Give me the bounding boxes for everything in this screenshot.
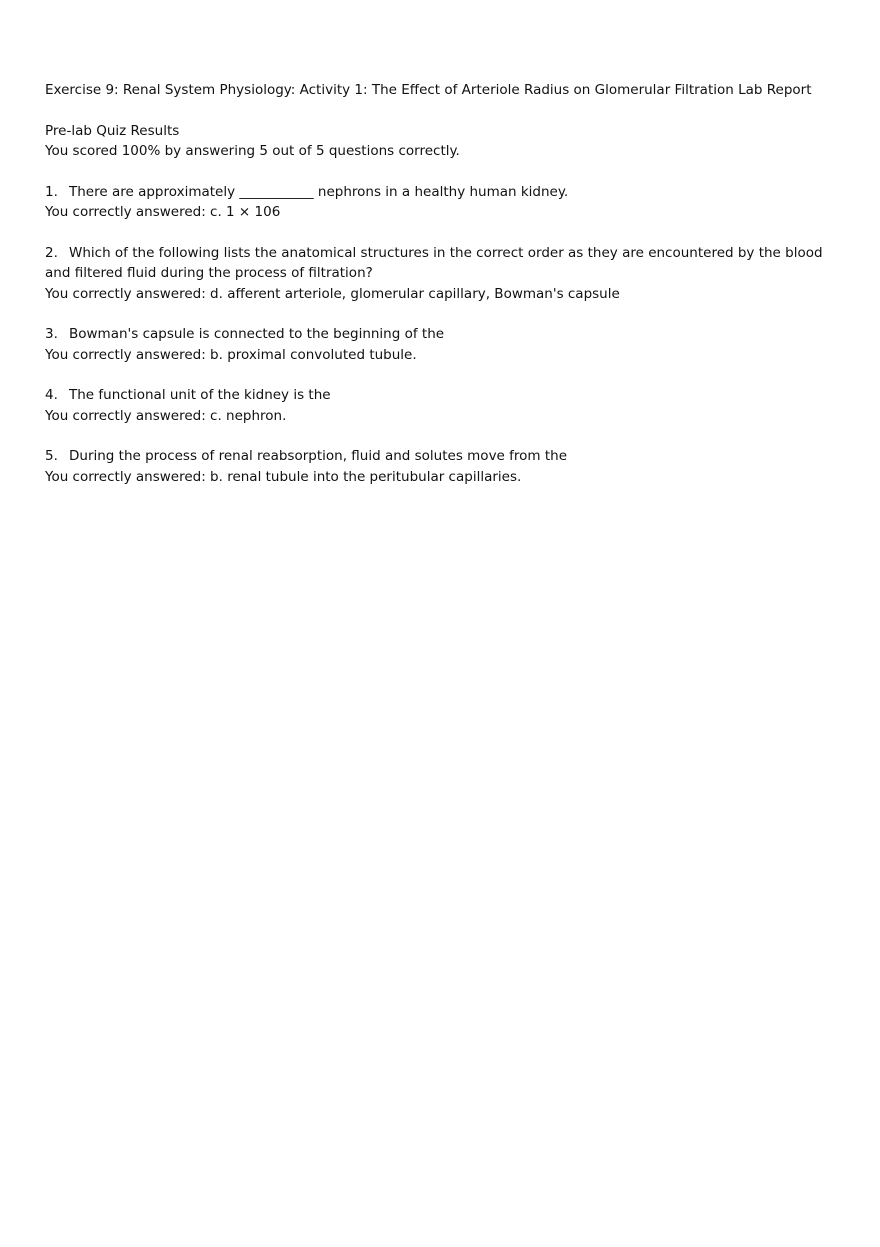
question-number: 1.: [45, 183, 58, 200]
question-answer: You correctly answered: d. afferent arteriole, glomerular capillary, Bowman's capsule: [45, 285, 620, 302]
question-item-5: [45, 446, 845, 487]
question-text: [45, 446, 845, 467]
question-text: [45, 182, 845, 203]
question-number: 5.: [45, 448, 58, 464]
question-prompt: Bowman's capsule is connected to the beginning of the: [69, 326, 445, 342]
quiz-results-heading: Pre-lab Quiz Results: [45, 122, 180, 139]
question-answer: You correctly answered: b. proximal convoluted tubule.: [45, 346, 417, 363]
question-number: 2.: [45, 244, 58, 261]
question-number: 3.: [45, 326, 58, 342]
question-prompt: The functional unit of the kidney is the: [69, 387, 331, 403]
question-text: [45, 385, 845, 406]
question-prompt: During the process of renal reabsorption, fluid and solutes move from the: [69, 448, 568, 464]
question-text: [45, 324, 845, 345]
question-answer: You correctly answered: c. 1 × 106: [45, 204, 281, 220]
question-item-2: [45, 243, 845, 305]
question-answer: You correctly answered: b. renal tubule into the peritubular capillaries.: [45, 468, 522, 485]
question-item-4: [45, 385, 845, 426]
question-item-3: [45, 324, 845, 365]
page-title: Exercise 9: Renal System Physiology: Activity 1: The Effect of Arteriole Radius on Glomerular Filtration Lab Report: [45, 82, 812, 98]
question-text: [45, 243, 845, 284]
score-summary: You scored 100% by answering 5 out of 5 questions correctly.: [45, 143, 460, 159]
question-prompt: Which of the following lists the anatomical structures in the correct order as they are encountered by the blood and filtered fluid during the process of filtration?: [45, 244, 823, 281]
question-prompt: There are approximately ___________ nephrons in a healthy human kidney.: [69, 183, 569, 200]
question-number: 4.: [45, 387, 58, 403]
question-answer: You correctly answered: c. nephron.: [45, 407, 287, 424]
document-page: [45, 80, 845, 507]
question-item-1: [45, 182, 845, 223]
